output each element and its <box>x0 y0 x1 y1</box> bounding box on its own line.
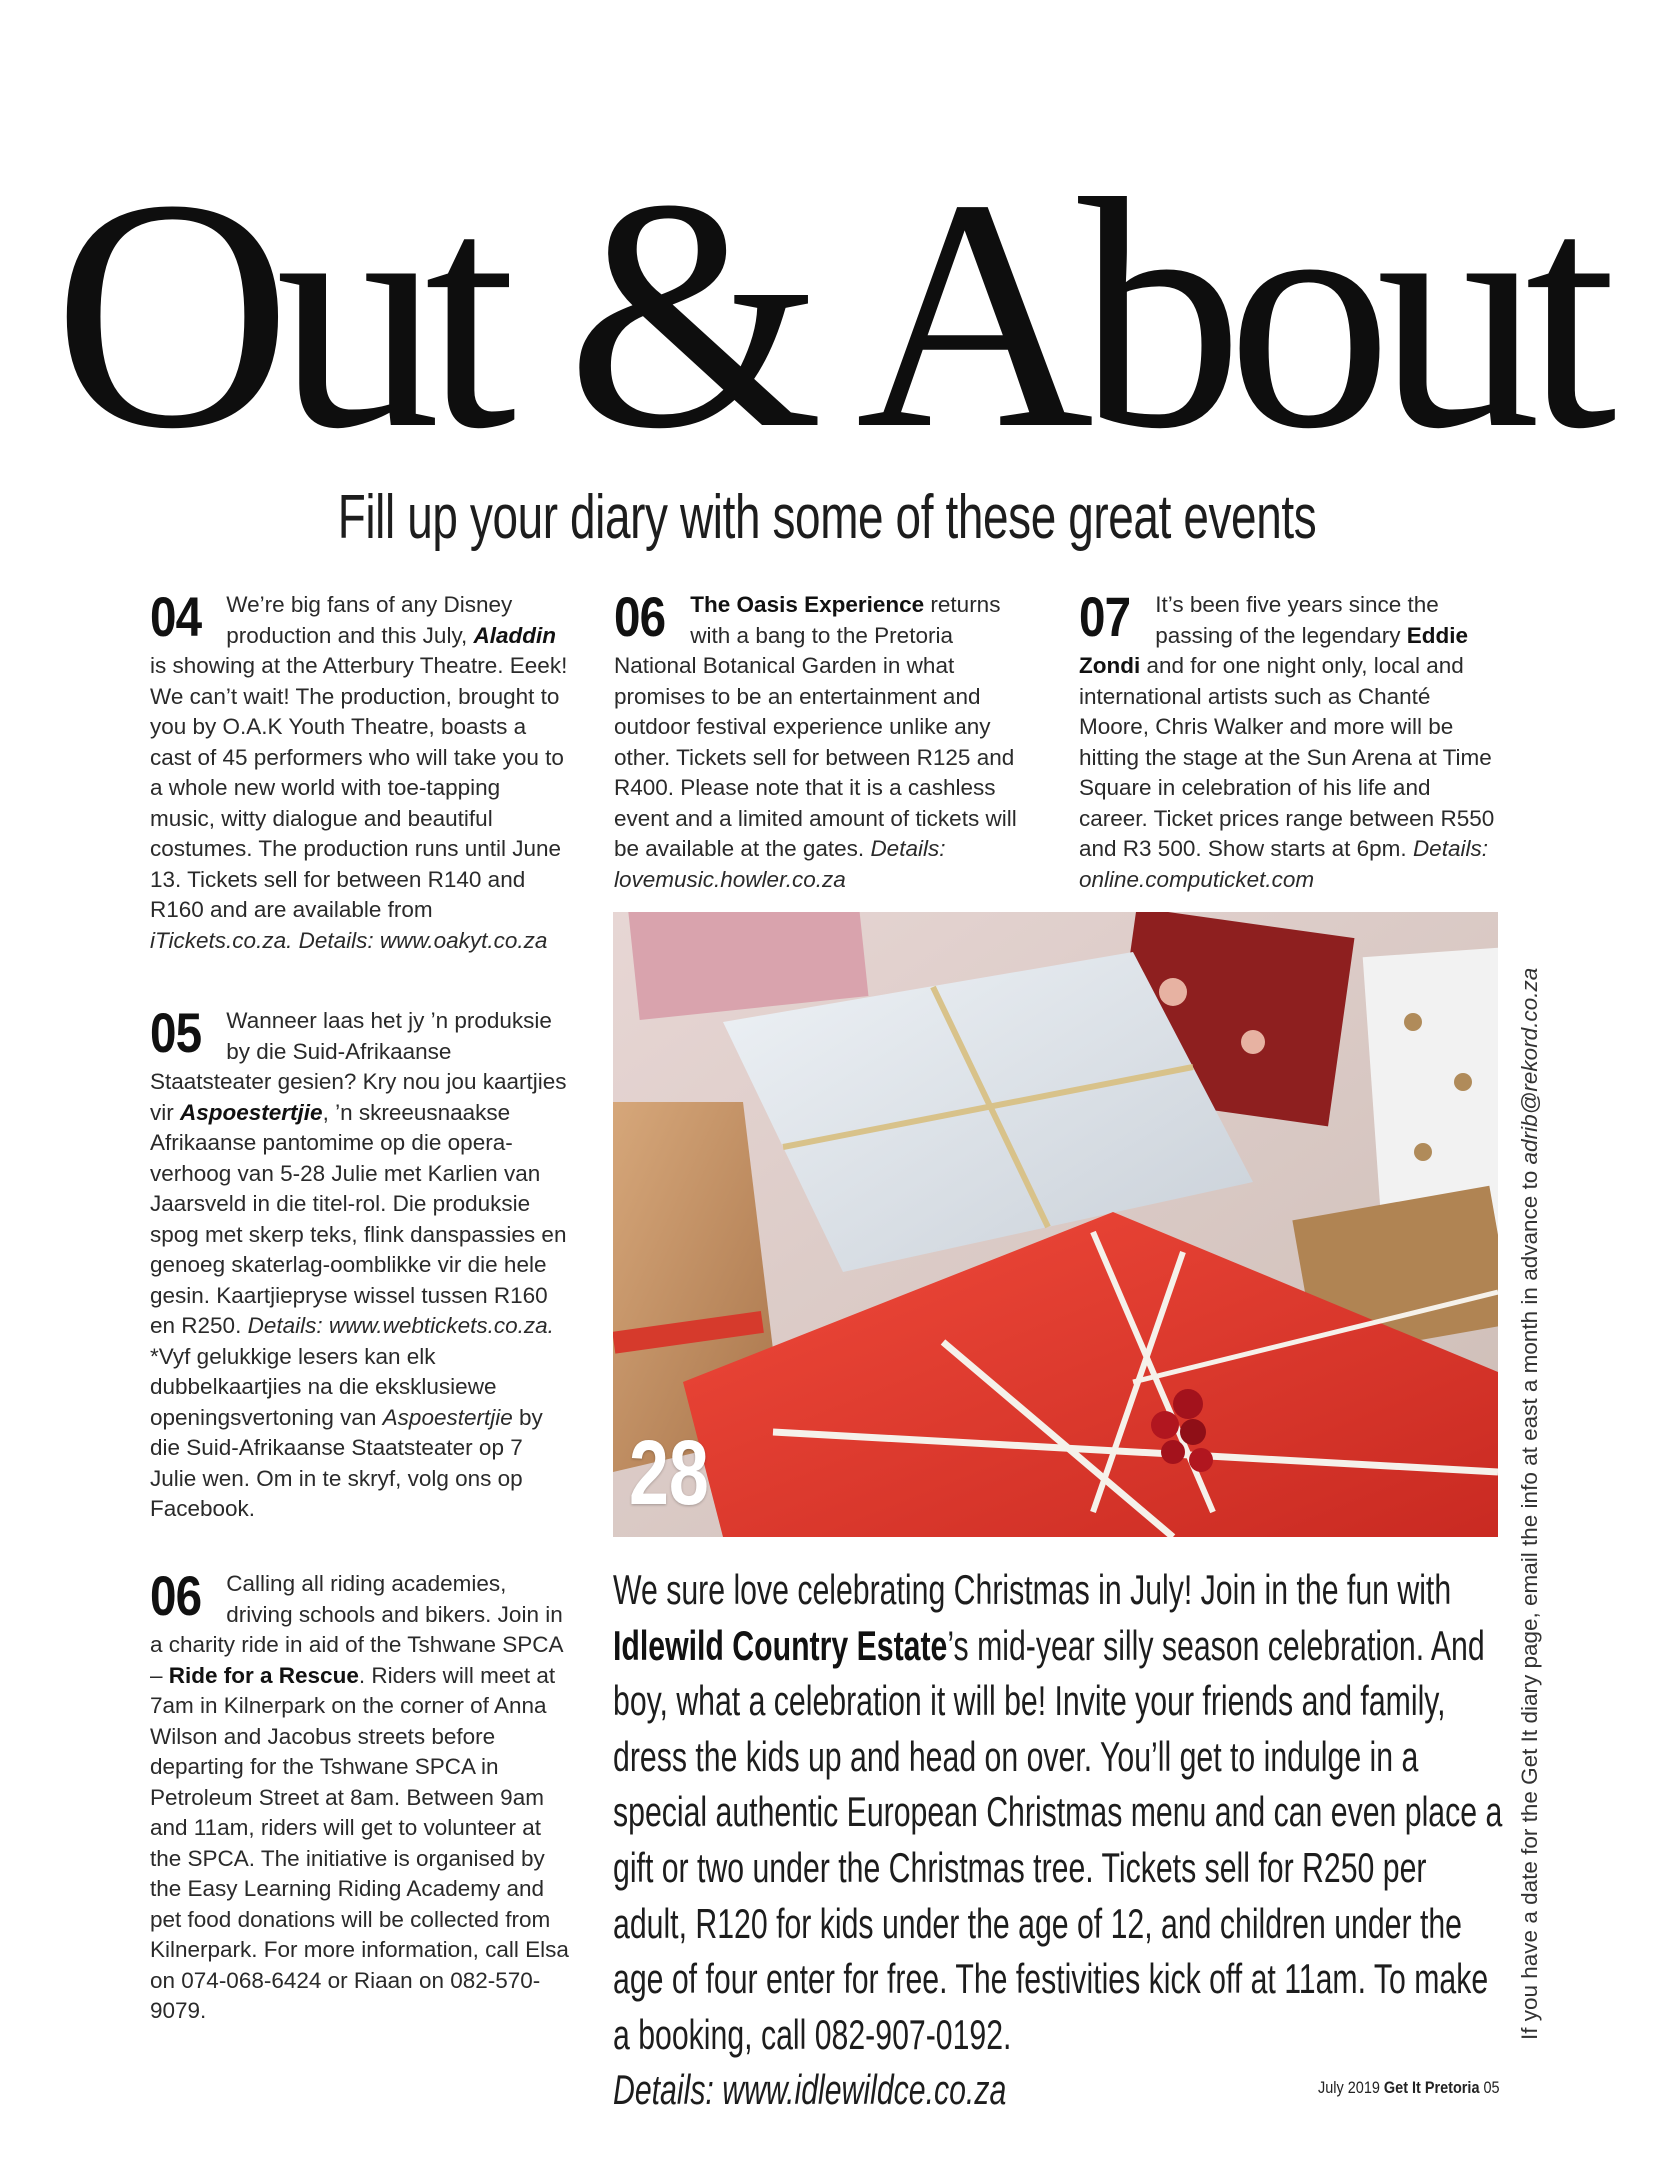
page-subtitle: Fill up your diary with some of these great events <box>337 483 1317 552</box>
event-06-oasis <box>614 585 1034 895</box>
event-07 <box>1079 585 1504 895</box>
event-number: 07 <box>1079 585 1131 648</box>
event-name: Aspoestertjie <box>180 1099 323 1125</box>
event-text: Calling all riding academies, driving schools and bikers. Join in a charity ride in aid of the Tshwane SPCA – <box>150 1571 563 1688</box>
event-text: . Riders will meet at 7am in Kilnerpark on the corner of Anna Wilson and Jacobus streets before departing for the Tshwane SPCA in Petroleum Street at 8am. Between 9am and 11am, riders will get to volunteer at the SPCA. The initiative is organised by the Easy Learning Riding Academy and pet food donations will be collected from Kilnerpark. For more information, call Elsa on 074-068-6424 or Riaan on 082-570-9079. <box>150 1662 569 2023</box>
feature-date: 28 <box>629 1422 709 1524</box>
page-number: 05 <box>1483 2078 1500 2097</box>
page-title: Out & About <box>53 132 1601 497</box>
feature-venue: Idlewild Country Estate <box>613 1621 948 1669</box>
event-name: Eddie Zondi <box>1079 622 1468 678</box>
side-note-email: adrib@rekord.co.za <box>1517 967 1542 1165</box>
event-name: The Oasis Experience <box>690 592 925 617</box>
event-text: Wanneer laas het jy ’n produksie by die Suid-Afrikaanse Staatsteater gesien? Kry nou jou kaartjies vir <box>150 1008 567 1125</box>
side-note <box>1516 880 1544 2040</box>
event-number: 06 <box>150 1564 202 1627</box>
event-text: *Vyf gelukkige lesers kan elk dubbelkaartjies na die eksklusiewe openingsvertoning van <box>150 1343 497 1430</box>
event-number: 06 <box>614 585 666 648</box>
event-name-secondary: Aspoestertjie <box>382 1404 513 1430</box>
event-details: iTickets.co.za. Details: www.oakyt.co.za <box>150 927 548 953</box>
footer-publication: Get It Pretoria <box>1384 2078 1480 2097</box>
event-text: returns with a bang to the Pretoria National Botanical Garden in what promises to be an entertainment and outdoor festival experience unlike any other. Tickets sell for between R125 and R400. Please note that it is a cashless event and a limited amount of tickets will be available at the gates. <box>614 592 1017 861</box>
event-text: and for one night only, local and international artists such as Chanté Moore, Chris Walker and more will be hitting the stage at the Sun Arena at Time Square in celebration of his life and career. Ticket prices range between R550 and R3 500. Show starts at 6pm. <box>1079 653 1495 861</box>
event-name: Ride for a Rescue <box>168 1662 359 1688</box>
christmas-gifts-photo <box>613 912 1498 1537</box>
event-text: We’re big fans of any Disney production and this July, <box>226 592 513 648</box>
event-text: It’s been five years since the passing of the legendary <box>1155 592 1439 648</box>
feature-text: We sure love celebrating Christmas in July! Join in the fun with <box>613 1566 1452 1613</box>
event-text: by die Suid-Afrikaanse Staatsteater op 7 Julie wen. Om in te skryf, volg ons op Facebook. <box>150 1404 543 1521</box>
side-note-text: If you have a date for the Get It diary page, email the info at east a month in advance to <box>1517 1164 1542 2040</box>
event-text: , ’n skreeusnaakse Afrikaanse pantomime op die opera-verhoog van 5-28 Julie met Karlien van Jaarsveld in die titel-rol. Die produksie spog met skerp teks, flink danspassies en genoeg skaterlag-oomblikke vir die hele gesin. Kaartjiepryse wissel tussen R160 en R250. <box>150 1099 567 1338</box>
event-05 <box>150 1001 570 1525</box>
event-text: is showing at the Atterbury Theatre. Eeek! We can’t wait! The production, brought to you by O.A.K Youth Theatre, boasts a cast of 45 performers who will take you to a whole new world with toe-tapping music, witty dialogue and beautiful costumes. The production runs until June 13. Tickets sell for between R140 and R160 and are available from <box>150 653 568 922</box>
page-footer <box>1318 2078 1500 2098</box>
feature-details: Details: www.idlewildce.co.za <box>613 2066 1007 2114</box>
event-number: 04 <box>150 585 202 648</box>
event-04 <box>150 585 570 956</box>
event-details: Details: online.computicket.com <box>1079 836 1488 892</box>
footer-issue: July 2019 <box>1318 2078 1381 2097</box>
event-details: Details: www.webtickets.co.za. <box>247 1313 554 1338</box>
event-details: Details: lovemusic.howler.co.za <box>614 836 946 892</box>
event-number: 05 <box>150 1001 202 1064</box>
feature-text: ’s mid-year silly season celebration. And boy, what a celebration it will be! Invite your friends and family, dress the kids up and head on over. You’ll get to indulge in a special authentic European Christmas menu and can even place a gift or two under the Christmas tree. Tickets sell for R250 per adult, R120 for kids under the age of 12, and children under the age of four enter for free. The festivities kick off at 11am. To make a booking, call 082-907-0192. <box>613 1621 1503 2058</box>
event-name: Aladdin <box>473 622 557 648</box>
event-06-ride <box>150 1564 570 2027</box>
